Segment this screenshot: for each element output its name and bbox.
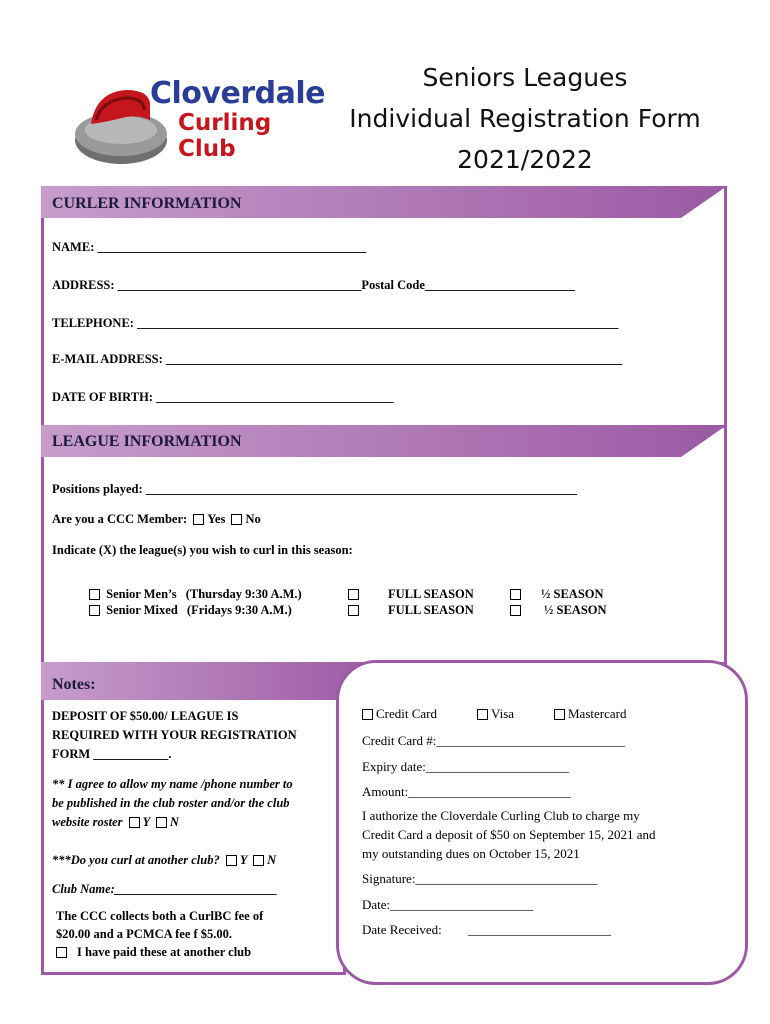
club-name-field[interactable]: Club Name:__________________________	[52, 882, 278, 896]
authorize-line1: I authorize the Cloverdale Curling Club to charge my	[362, 808, 640, 823]
visa-label: Visa	[491, 706, 515, 721]
agree-y-label: Y	[142, 815, 150, 829]
agree-line2: be published in the club roster and/or the club	[52, 796, 290, 810]
agree-n-checkbox[interactable]	[156, 817, 167, 828]
card-number-field[interactable]: Credit Card #:_____________________________	[362, 733, 625, 748]
authorize-line2: Credit Card a deposit of $50 on September 15, 2021 and	[362, 827, 656, 842]
club-logo	[66, 74, 328, 172]
senior-mixed-label: Senior Mixed	[106, 603, 178, 617]
men-full-checkbox[interactable]	[348, 589, 359, 600]
title-line1: Seniors Leagues	[422, 63, 628, 92]
senior-men-label: Senior Men’s	[106, 587, 177, 601]
other-club-y-checkbox[interactable]	[226, 855, 237, 866]
logo-line1: Cloverdale	[150, 76, 325, 111]
signature-field[interactable]: Signature:____________________________	[362, 871, 598, 886]
deposit-line1: DEPOSIT OF $50.00/ LEAGUE IS	[52, 709, 239, 723]
men-full-label: FULL SEASON	[388, 587, 474, 601]
mixed-half-label: ½ SEASON	[544, 603, 607, 617]
notes-header: Notes:	[52, 676, 96, 693]
expiry-field[interactable]: Expiry date:______________________	[362, 759, 569, 774]
mixed-half-checkbox[interactable]	[510, 605, 521, 616]
authorize-line3: my outstanding dues on October 15, 2021	[362, 846, 580, 861]
credit-card-option	[362, 706, 437, 722]
agree-n-label: N	[169, 815, 179, 829]
dob-field[interactable]: DATE OF BIRTH: ______________________________________	[52, 390, 394, 404]
fee-line1: The CCC collects both a CurlBC fee of	[56, 909, 264, 923]
agree-line1: ** I agree to allow my name /phone number to	[52, 777, 293, 791]
email-field[interactable]: E-MAIL ADDRESS: _________________________________________________________________________	[52, 352, 623, 366]
mastercard-label: Mastercard	[568, 706, 627, 721]
senior-men-checkbox[interactable]	[89, 589, 100, 600]
deposit-line3: FORM ____________.	[52, 747, 172, 761]
league-header: LEAGUE INFORMATION	[52, 433, 242, 450]
title-line2: Individual Registration Form	[349, 104, 701, 133]
paid-checkbox[interactable]	[56, 947, 67, 958]
telephone-field[interactable]: TELEPHONE: _____________________________________________________________________________	[52, 316, 619, 330]
mastercard-checkbox[interactable]	[554, 709, 565, 720]
other-club-y-label: Y	[239, 853, 248, 867]
mastercard-option	[554, 706, 626, 722]
paid-label: I have paid these at another club	[77, 945, 252, 959]
date-field[interactable]: Date:______________________	[362, 897, 534, 912]
title-line3: 2021/2022	[457, 145, 593, 174]
fee-line2: $20.00 and a PCMCA fee f $5.00.	[56, 927, 233, 941]
visa-option	[477, 706, 514, 722]
member-yes-label: Yes	[207, 512, 226, 526]
senior-men-time: (Thursday 9:30 A.M.)	[185, 587, 302, 601]
address-field[interactable]: ADDRESS: _______________________________________Postal Code________________________	[52, 278, 575, 292]
mixed-full-checkbox[interactable]	[348, 605, 359, 616]
league-row-men	[86, 587, 302, 602]
senior-mixed-time: (Fridays 9:30 A.M.)	[186, 603, 292, 617]
visa-checkbox[interactable]	[477, 709, 488, 720]
senior-mixed-checkbox[interactable]	[89, 605, 100, 616]
deposit-line2: REQUIRED WITH YOUR REGISTRATION	[52, 728, 297, 742]
indicate-text: Indicate (X) the league(s) you wish to curl in this season:	[52, 543, 353, 557]
credit-card-checkbox[interactable]	[362, 709, 373, 720]
agree-line3	[52, 815, 179, 830]
date-received-label: Date Received:	[362, 922, 442, 937]
mixed-full-label: FULL SEASON	[388, 603, 474, 617]
other-club-n-label: N	[267, 853, 277, 867]
men-half-label: ½ SEASON	[541, 587, 604, 601]
curler-header: CURLER INFORMATION	[52, 195, 242, 212]
member-no-label: No	[245, 512, 261, 526]
men-half-checkbox[interactable]	[510, 589, 521, 600]
agree-y-checkbox[interactable]	[129, 817, 140, 828]
amount-field[interactable]: Amount:_________________________	[362, 784, 571, 799]
league-row-mixed	[86, 603, 292, 618]
positions-field[interactable]: Positions played: _____________________________________________________________________	[52, 482, 578, 496]
logo-line2: Curling Club	[178, 110, 272, 162]
other-club-n-checkbox[interactable]	[253, 855, 264, 866]
name-field[interactable]: NAME: ___________________________________________	[52, 240, 367, 254]
other-club-label: ***Do you curl at another club?	[52, 853, 220, 867]
other-club-question	[52, 853, 276, 868]
date-received-field[interactable]: ______________________	[468, 922, 611, 937]
member-question	[52, 512, 261, 527]
agree-roster-label: website roster	[52, 815, 123, 829]
member-yes-checkbox[interactable]	[193, 514, 204, 525]
member-no-checkbox[interactable]	[231, 514, 242, 525]
paid-row	[56, 945, 251, 960]
member-label: Are you a CCC Member:	[52, 512, 188, 526]
credit-card-label: Credit Card	[376, 706, 438, 721]
